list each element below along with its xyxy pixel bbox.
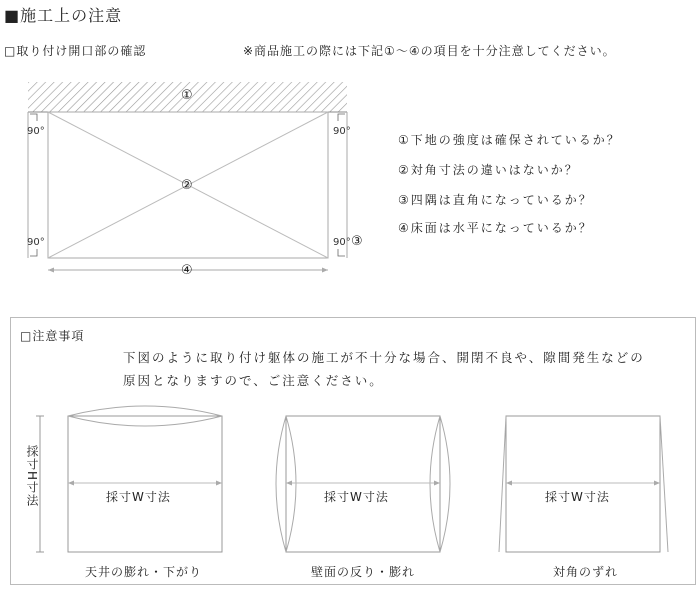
- angle-mark-br: [338, 249, 345, 256]
- angle-label-tl: 90°: [27, 126, 45, 137]
- opening-check-note: ※商品施工の際には下記①～④の項目を十分注意してください。: [243, 44, 616, 58]
- opening-check-heading: □取り付け開口部の確認: [4, 44, 147, 58]
- angle-label-tr: 90°: [333, 126, 351, 137]
- figure-2-width-label: 採寸W寸法: [324, 490, 389, 504]
- figure-1-width-label: 採寸W寸法: [106, 490, 171, 504]
- figure-2-caption: 壁面の反り・膨れ: [311, 565, 416, 579]
- angle-mark-tl: [30, 114, 37, 121]
- label-4: ④: [181, 263, 193, 278]
- checklist-item-3: ③四隅は直角になっているか？: [398, 193, 593, 207]
- angle-label-br: 90°: [333, 237, 351, 248]
- caution-heading: □注意事項: [20, 329, 85, 343]
- label-1: ①: [181, 88, 193, 103]
- caution-text-line2: 原因となりますので、ご注意ください。: [123, 373, 384, 388]
- figure-3-width-label: 採寸W寸法: [545, 490, 610, 504]
- height-label: 採寸H寸法: [25, 445, 39, 508]
- caution-text-line1: 下図のように取り付け躯体の施工が不十分な場合、開閉不良や、隙間発生などの: [123, 350, 645, 365]
- label-3: ③: [351, 234, 363, 249]
- label-2: ②: [181, 178, 193, 193]
- page-title: ■施工上の注意: [4, 6, 123, 25]
- figure-3-caption: 対角のずれ: [553, 565, 619, 579]
- checklist-item-4: ④床面は水平になっているか？: [398, 221, 593, 235]
- checklist-item-2: ②対角寸法の違いはないか？: [398, 163, 579, 177]
- checklist-item-1: ①下地の強度は確保されているか？: [398, 133, 621, 147]
- angle-mark-tr: [338, 114, 345, 121]
- figure-1-caption: 天井の膨れ・下がり: [85, 565, 203, 579]
- angle-mark-bl: [30, 249, 37, 256]
- angle-label-bl: 90°: [27, 237, 45, 248]
